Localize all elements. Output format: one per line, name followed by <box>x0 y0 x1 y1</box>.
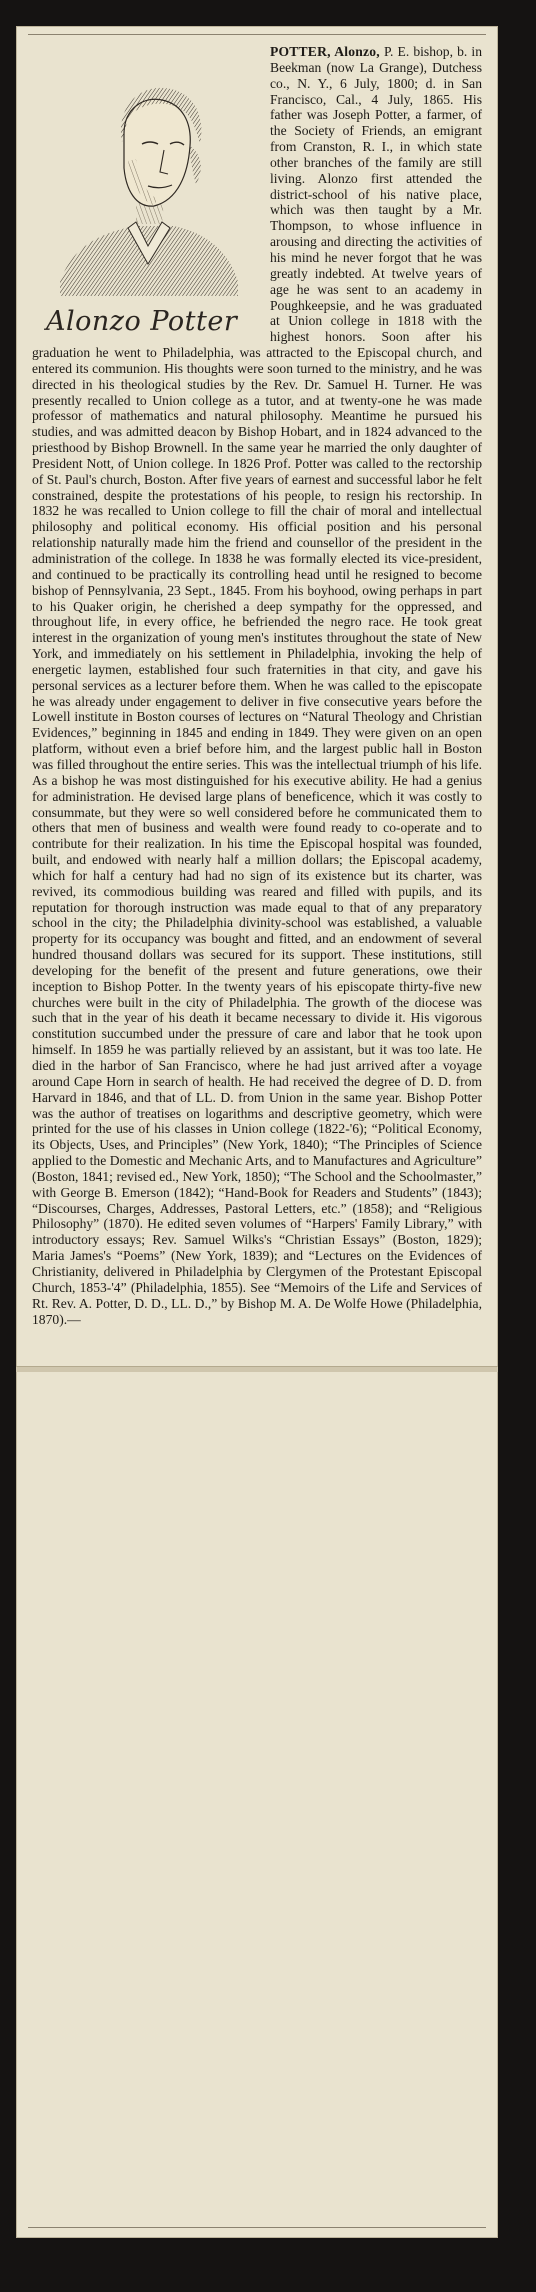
fold-crease <box>16 1366 498 1372</box>
newspaper-clipping <box>16 26 498 2238</box>
article-body: P. E. bishop, b. in Beekman (now La Grange), Dutchess co., N. Y., 6 July, 1800; d. in San Francisco, Cal., 4 July, 1865. His father was Joseph Potter, a farmer, of the Society of Friends, an emigrant from Cranston, R. I., in which state other branches of the family are still living. Alonzo first attended the district-school of his native place, which was then taught by a Mr. Thompson, to whose influence in arousing and directing the activities of his mind he never forgot that he was greatly indebted. At twelve years of age he was sent to an academy in Poughkeepsie, and he was graduated at Union college in 1818 with the highest honors. Soon after his graduation he went to Philadelphia, was attracted to the Episcopal church, and entered its communion. His thoughts were soon turned to the ministry, and he was directed in his theological studies by the Rev. Dr. Samuel H. Turner. He was presently recalled to Union college as a tutor, and at twenty-one he was made professor of mathematics and natural philosophy. Meantime he pursued his studies, and was admitted deacon by Bishop Hobart, and in 1824 advanced to the priesthood by Bishop Brownell. In the same year he married the only daughter of President Nott, of Union college. In 1826 Prof. Potter was called to the rectorship of St. Paul's church, Boston. After five years of earnest and successful labor he felt constrained, despite the protestations of his people, to resign his rectorship. In 1832 he was recalled to Union college to fill the chair of moral and intellectual philosophy and political economy. His official position and his personal relationship naturally made him the friend and counsellor of the president in the administration of the college. In 1838 he was formally elected its vice-president, and continued to be practically its controlling head until he resigned to become bishop of Pennsylvania, 23 Sept., 1845. From his boyhood, owing perhaps in part to his Quaker origin, he cherished a deep sympathy for the oppressed, and throughout life, in every office, he befriended the negro race. He took great interest in the organization of young men's institutes throughout the state of New York, and immediately on his settlement in Philadelphia, invoking the help of energetic laymen, established four such fraternities in that city, and gave his personal services as a lecturer before them. When he was called to the episcopate he was already under engagement to deliver in five consecutive years before the Lowell institute in Boston courses of lectures on “Natural Theology and Christian Evidences,” beginning in 1845 and ending in 1849. They were given on an open platform, without even a brief before him, and the largest public hall in Boston was filled throughout the entire series. This was the intellectual triumph of his life. As a bishop he was most distinguished for his executive ability. He had a genius for administration. He devised large plans of beneficence, which it was costly to consummate, but they were so well considered before he communicated them to others that men of business and wealth were found ready to co-operate and to contribute for their realization. In his time the Episcopal hospital was founded, built, and endowed with nearly half a million dollars; the Episcopal academy, which for half a century had had no sign of its existence but its charter, was revived, its commodious building was reared and filled with pupils, and its reputation for thorough instruction was made equal to that of any preparatory school in the city; the Philadelphia divinity-school was established, a valuable property for its occupancy was bought and fitted, and an endowment of several hundred thousand dollars was secured for its support. These institutions, still developing for the benefit of the present and future generations, owe their inception to Bishop Potter. In the twenty years of his episcopate thirty-five new churches were built in the city of Philadelphia. The growth of the diocese was such that in the year of his death it became necessary to divide it. His vigorous constitution succumbed under the pressure of care and labor that he took upon himself. In 1859 he was partially relieved by an assistant, but it was too late. He died in the harbor of San Francisco, where he had just arrived after a voyage around Cape Horn in search of health. He had received the degree of D. D. from Harvard in 1846, and that of LL. D. from Union in the same year. Bishop Potter was the author of treatises on logarithms and descriptive geometry, which were printed for the use of his classes in Union college (1822-'6); “Political Economy, its Objects, Uses, and Principles” (New York, 1840); “The Principles of Science applied to the Domestic and Mechanic Arts, and to Manufactures and Agriculture” (Boston, 1841; revised ed., New York, 1850); “The School and the Schoolmaster,” with George B. Emerson (1842); “Hand-Book for Readers and Students” (1843); “Discourses, Charges, Addresses, Pastoral Letters, etc.” (1858); and “Religious Philosophy” (1870). He edited seven volumes of “Harpers' Family Library,” with introductory essays; Rev. Samuel Wilks's “Christian Essays” (Boston, 1829); Maria James's “Poems” (New York, 1839); and “Lectures on the Evidences of Christianity, delivered in Philadelphia by Clergymen of the Protestant Episcopal Church, 1853-'4” (Philadelphia, 1855). See “Memoirs of the Life and Services of Rt. Rev. A. Potter, D. D., LL. D.,” by Bishop M. A. De Wolfe Howe (Philadelphia, 1870).— <box>32 44 482 1327</box>
top-rule <box>28 34 486 35</box>
portrait-engraving <box>32 50 258 336</box>
engraved-portrait <box>32 50 258 336</box>
biography-text <box>32 44 482 1327</box>
signature: Alonzo Potter <box>46 306 238 338</box>
bottom-rule <box>28 2227 486 2228</box>
headword: POTTER, Alonzo, <box>270 44 380 59</box>
